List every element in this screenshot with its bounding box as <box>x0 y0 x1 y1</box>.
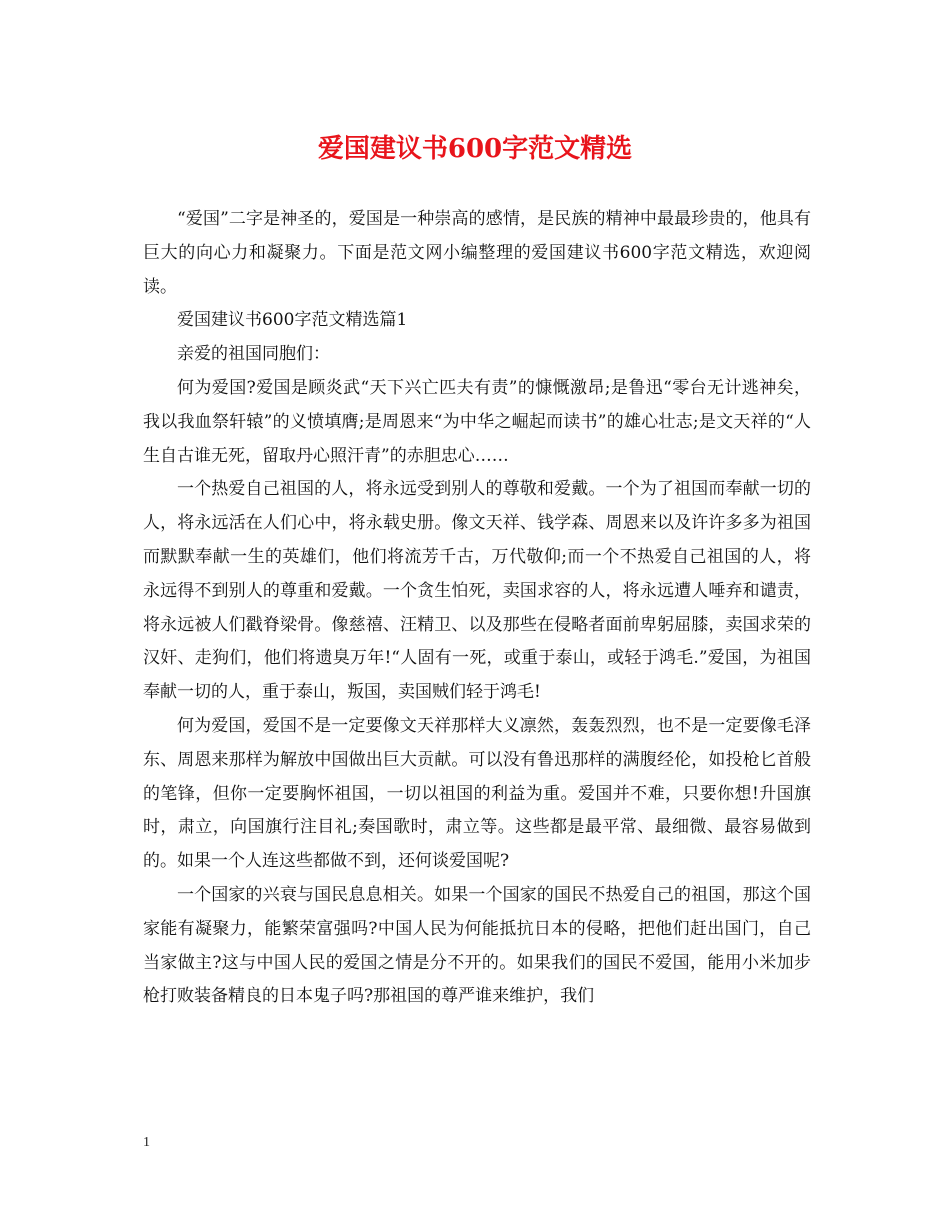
paragraph-body-1: 何为爱国?爱国是顾炎武“天下兴亡匹夫有责”的慷慨激昂;是鲁迅“零台无计逃神矣，我以我血祭轩辕”的义愤填膺;是周恩来“为中华之崛起而读书”的雄心壮志;是文天祥的“人生自古谁无死，留取丹心照汗青”的赤胆忠心…… <box>143 377 811 466</box>
document-title: 爱国建议书600字范文精选 <box>317 134 633 164</box>
page-number: 1 <box>143 1135 150 1150</box>
document-body <box>143 203 811 1014</box>
paragraph-body-4: 一个国家的兴衰与国民息息相关。如果一个国家的国民不热爱自己的祖国，那这个国家能有凝聚力，能繁荣富强吗?中国人民为何能抵抗日本的侵略，把他们赶出国门，自己当家做主?这与中国人民的爱国之情是分不开的。如果我们的国民不爱国，能用小米加步枪打败装备精良的日本鬼子吗?那祖国的尊严谁来维护，我们 <box>143 884 811 1007</box>
paragraph-body-3: 何为爱国，爱国不是一定要像文天祥那样大义凛然，轰轰烈烈，也不是一定要像毛泽东、周恩来那样为解放中国做出巨大贡献。可以没有鲁迅那样的满腹经伦，如投枪匕首般的笔锋，但你一定要胸怀祖国，一切以祖国的利益为重。爱国并不难，只要你想!升国旗时，肃立，向国旗行注目礼;奏国歌时，肃立等。这些都是最平常、最细微、最容易做到的。如果一个人连这些都做不到，还何谈爱国呢? <box>143 715 811 872</box>
paragraph-intro: “爱国”二字是神圣的，爱国是一种崇高的感情，是民族的精神中最最珍贵的，他具有巨大的向心力和凝聚力。下面是范文网小编整理的爱国建议书600字范文精选，欢迎阅读。 <box>143 209 811 297</box>
paragraph-body-2: 一个热爱自己祖国的人，将永远受到别人的尊敬和爱戴。一个为了祖国而奉献一切的人，将永远活在人们心中，将永载史册。像文天祥、钱学森、周恩来以及许许多多为祖国而默默奉献一生的英雄们，他们将流芳千古，万代敬仰;而一个不热爱自己祖国的人，将永远得不到别人的尊重和爱戴。一个贪生怕死，卖国求容的人，将永远遭人唾弃和谴责，将永远被人们戳脊梁骨。像慈禧、汪精卫、以及那些在侵略者面前卑躬屈膝，卖国求荣的汉奸、走狗们，他们将遗臭万年!“人固有一死，或重于泰山，或轻于鸿毛.”爱国，为祖国奉献一切的人，重于泰山，叛国，卖国贼们轻于鸿毛! <box>143 479 811 703</box>
paragraph-section-heading: 爱国建议书600字范文精选篇1 <box>177 310 408 331</box>
paragraph-salutation: 亲爱的祖国同胞们： <box>177 344 330 365</box>
